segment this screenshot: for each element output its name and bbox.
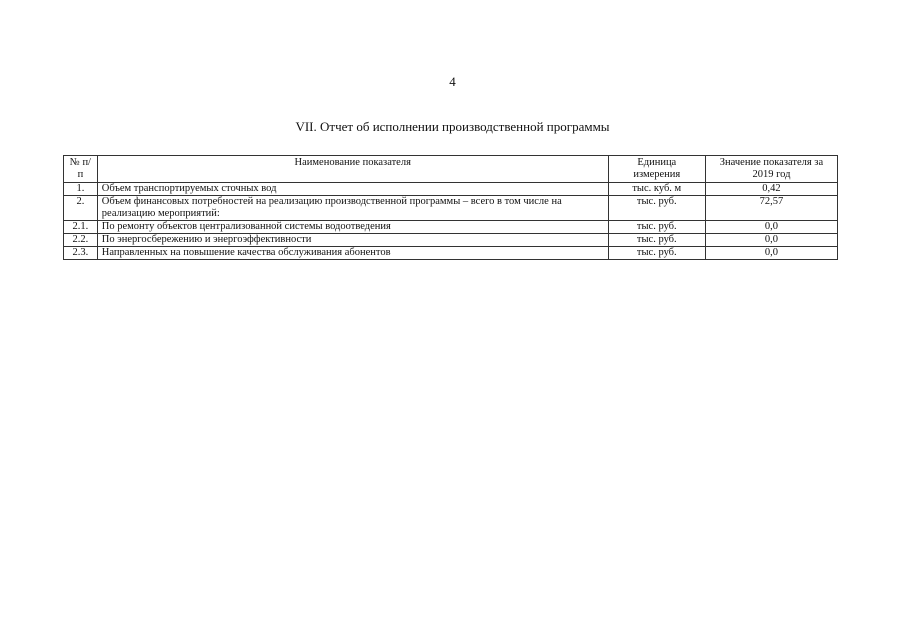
row-unit: тыс. руб. bbox=[608, 247, 705, 260]
row-unit: тыс. руб. bbox=[608, 221, 705, 234]
row-num: 2. bbox=[64, 196, 98, 221]
page-number: 4 bbox=[449, 74, 456, 89]
row-value: 0,0 bbox=[705, 221, 837, 234]
row-unit: тыс. куб. м bbox=[608, 183, 705, 196]
header-unit: Единица измерения bbox=[608, 156, 705, 183]
row-name: Объем финансовых потребностей на реализацию производственной программы – всего в том числе на реализацию мероприятий: bbox=[97, 196, 608, 221]
row-name: По ремонту объектов централизованной системы водоотведения bbox=[97, 221, 608, 234]
table-header bbox=[64, 156, 838, 183]
row-name: Объем транспортируемых сточных вод bbox=[97, 183, 608, 196]
row-unit: тыс. руб. bbox=[608, 196, 705, 221]
section-title: VII. Отчет об исполнении производственной программы bbox=[295, 119, 610, 134]
row-num: 1. bbox=[64, 183, 98, 196]
row-num: 2.2. bbox=[64, 234, 98, 247]
table-row bbox=[64, 196, 838, 221]
row-value: 0,42 bbox=[705, 183, 837, 196]
row-name: По энергосбережению и энергоэффективности bbox=[97, 234, 608, 247]
row-num: 2.1. bbox=[64, 221, 98, 234]
header-value: Значение показателя за 2019 год bbox=[705, 156, 837, 183]
row-value: 0,0 bbox=[705, 234, 837, 247]
header-name: Наименование показателя bbox=[97, 156, 608, 183]
row-num: 2.3. bbox=[64, 247, 98, 260]
header-num: № п/п bbox=[64, 156, 98, 183]
row-unit: тыс. руб. bbox=[608, 234, 705, 247]
table-body bbox=[64, 183, 838, 260]
table-row bbox=[64, 247, 838, 260]
table-row bbox=[64, 183, 838, 196]
table-row bbox=[64, 234, 838, 247]
row-value: 72,57 bbox=[705, 196, 837, 221]
table-row bbox=[64, 221, 838, 234]
row-name: Направленных на повышение качества обслуживания абонентов bbox=[97, 247, 608, 260]
report-table bbox=[63, 155, 838, 260]
row-value: 0,0 bbox=[705, 247, 837, 260]
header-row bbox=[64, 156, 838, 183]
